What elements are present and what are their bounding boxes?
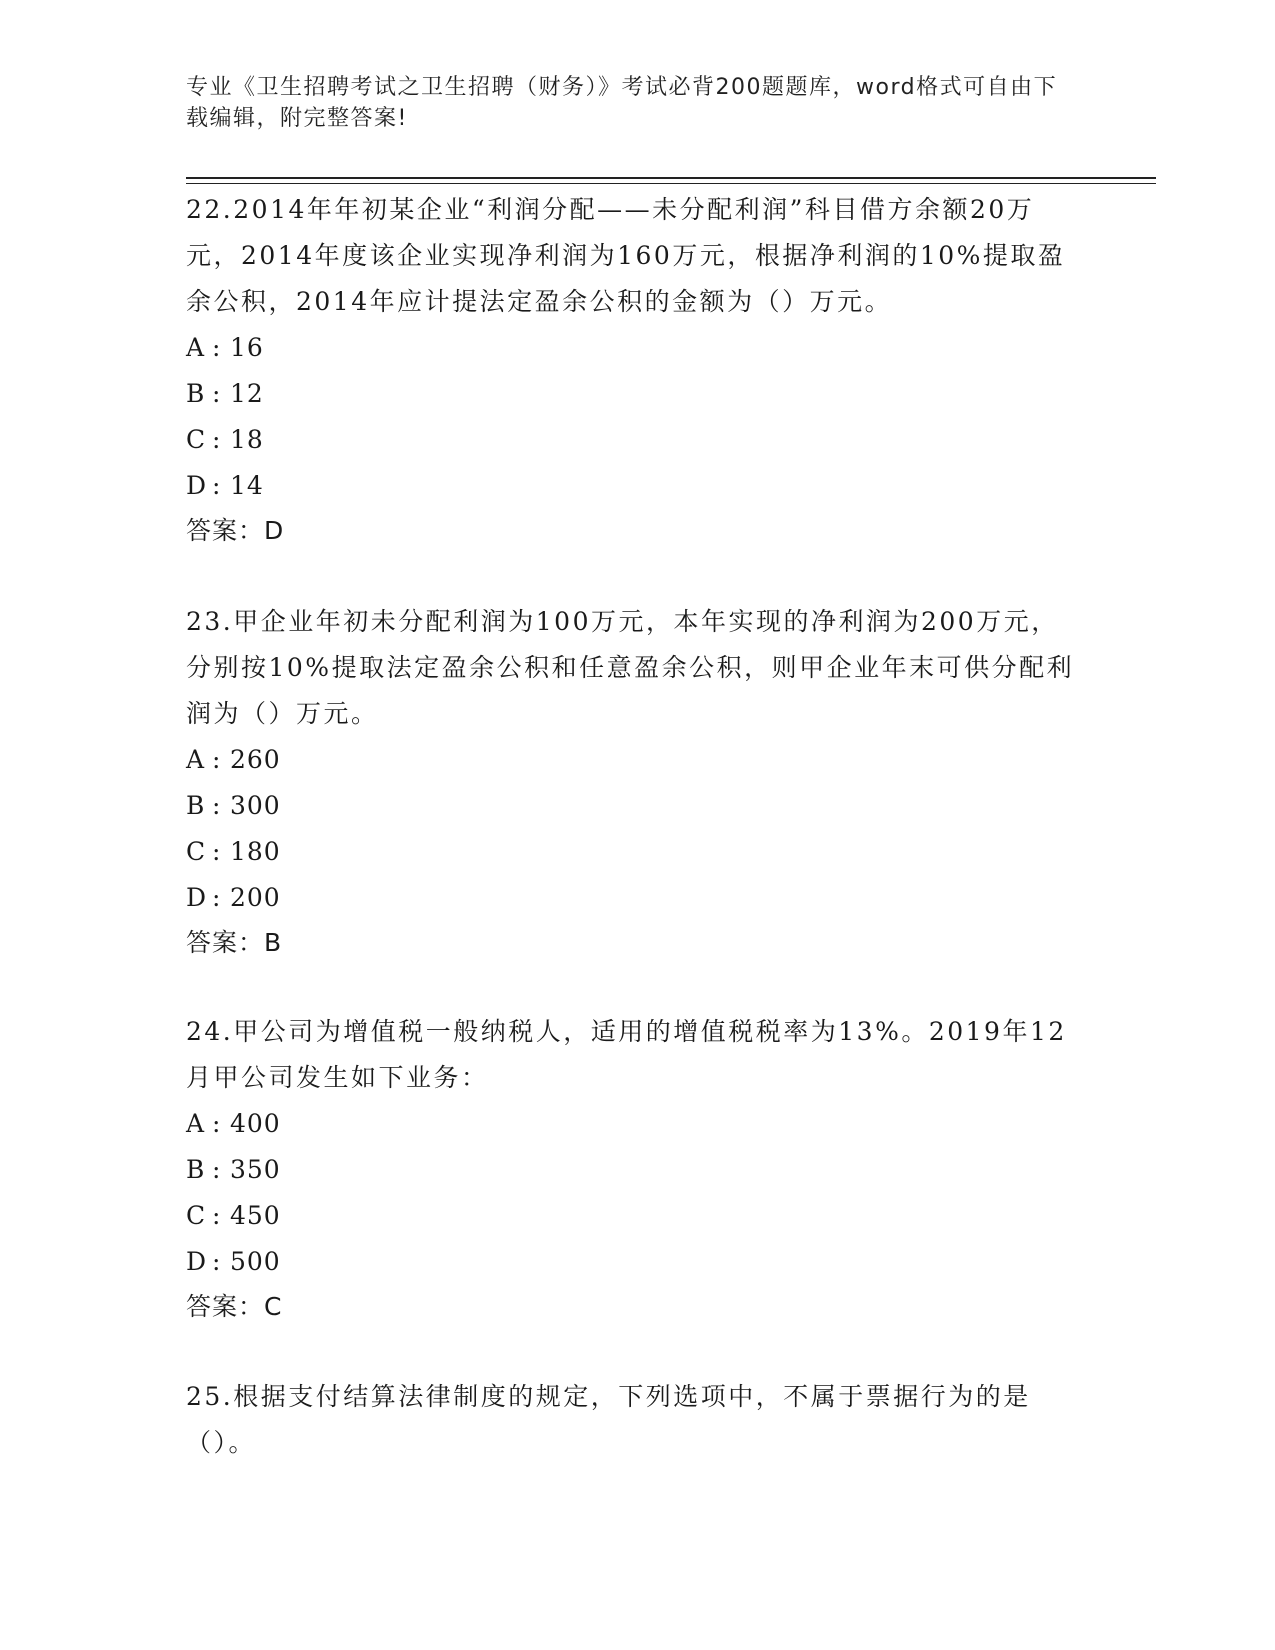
option-separator: : — [212, 1247, 222, 1276]
option-c — [186, 417, 1086, 463]
question-text: 23.甲企业年初未分配利润为100万元，本年实现的净利润为200万元，分别按10%提取法定盈余公积和任意盈余公积，则甲企业年末可供分配利润为（）万元。 — [186, 607, 1075, 728]
question-text: 25.根据支付结算法律制度的规定，下列选项中，不属于票据行为的是（）。 — [186, 1382, 1031, 1457]
answer-line: 答案：C — [186, 1292, 283, 1321]
option-key: A — [186, 1109, 206, 1138]
question-22 — [186, 187, 1086, 553]
option-b — [186, 783, 1086, 829]
question-text: 24.甲公司为增值税一般纳税人，适用的增值税税率为13%。2019年12月甲公司发生如下业务： — [186, 1017, 1067, 1092]
option-d — [186, 463, 1086, 509]
option-d — [186, 875, 1086, 921]
question-text: 22.2014年年初某企业“利润分配——未分配利润”科目借方余额20万元，2014年度该企业实现净利润为160万元，根据净利润的10%提取盈余公积，2014年应计提法定盈余公积的金额为（）万元。 — [186, 195, 1066, 316]
option-list — [186, 325, 1086, 509]
option-key: B — [186, 791, 206, 820]
option-key: C — [186, 1201, 207, 1230]
option-key: D — [186, 883, 208, 912]
option-value: 260 — [230, 745, 281, 774]
option-separator: : — [212, 791, 222, 820]
option-separator: : — [212, 745, 222, 774]
option-separator: : — [212, 1155, 222, 1184]
option-value: 16 — [230, 333, 264, 362]
option-value: 400 — [230, 1109, 281, 1138]
question-24 — [186, 1009, 1086, 1329]
option-a — [186, 1101, 1086, 1147]
option-separator: : — [212, 425, 222, 454]
option-separator: : — [212, 333, 222, 362]
question-25 — [186, 1374, 1086, 1466]
option-value: 14 — [230, 471, 264, 500]
option-b — [186, 371, 1086, 417]
header-divider-thin — [186, 183, 1156, 184]
option-separator: : — [212, 1109, 222, 1138]
option-list — [186, 737, 1086, 921]
option-value: 450 — [230, 1201, 281, 1230]
option-key: D — [186, 471, 208, 500]
option-key: C — [186, 425, 207, 454]
option-key: A — [186, 745, 206, 774]
option-a — [186, 325, 1086, 371]
option-key: B — [186, 379, 206, 408]
option-key: D — [186, 1247, 208, 1276]
option-c — [186, 1193, 1086, 1239]
option-value: 18 — [230, 425, 264, 454]
question-23 — [186, 599, 1086, 965]
option-value: 350 — [230, 1155, 281, 1184]
option-value: 500 — [230, 1247, 281, 1276]
option-separator: : — [212, 837, 222, 866]
option-separator: : — [212, 883, 222, 912]
answer-line: 答案：D — [186, 516, 285, 545]
option-list — [186, 1101, 1086, 1285]
header-divider-thick — [186, 177, 1156, 179]
option-key: C — [186, 837, 207, 866]
option-value: 200 — [230, 883, 281, 912]
option-key: B — [186, 1155, 206, 1184]
option-b — [186, 1147, 1086, 1193]
answer-line: 答案：B — [186, 928, 283, 957]
option-c — [186, 829, 1086, 875]
option-a — [186, 737, 1086, 783]
option-separator: : — [212, 471, 222, 500]
option-separator: : — [212, 379, 222, 408]
document-intro: 专业《卫生招聘考试之卫生招聘（财务）》考试必背200题题库，word格式可自由下载编辑，附完整答案! — [186, 75, 1058, 131]
option-value: 180 — [230, 837, 281, 866]
option-value: 12 — [230, 379, 264, 408]
option-key: A — [186, 333, 206, 362]
option-d — [186, 1239, 1086, 1285]
option-separator: : — [212, 1201, 222, 1230]
option-value: 300 — [230, 791, 281, 820]
